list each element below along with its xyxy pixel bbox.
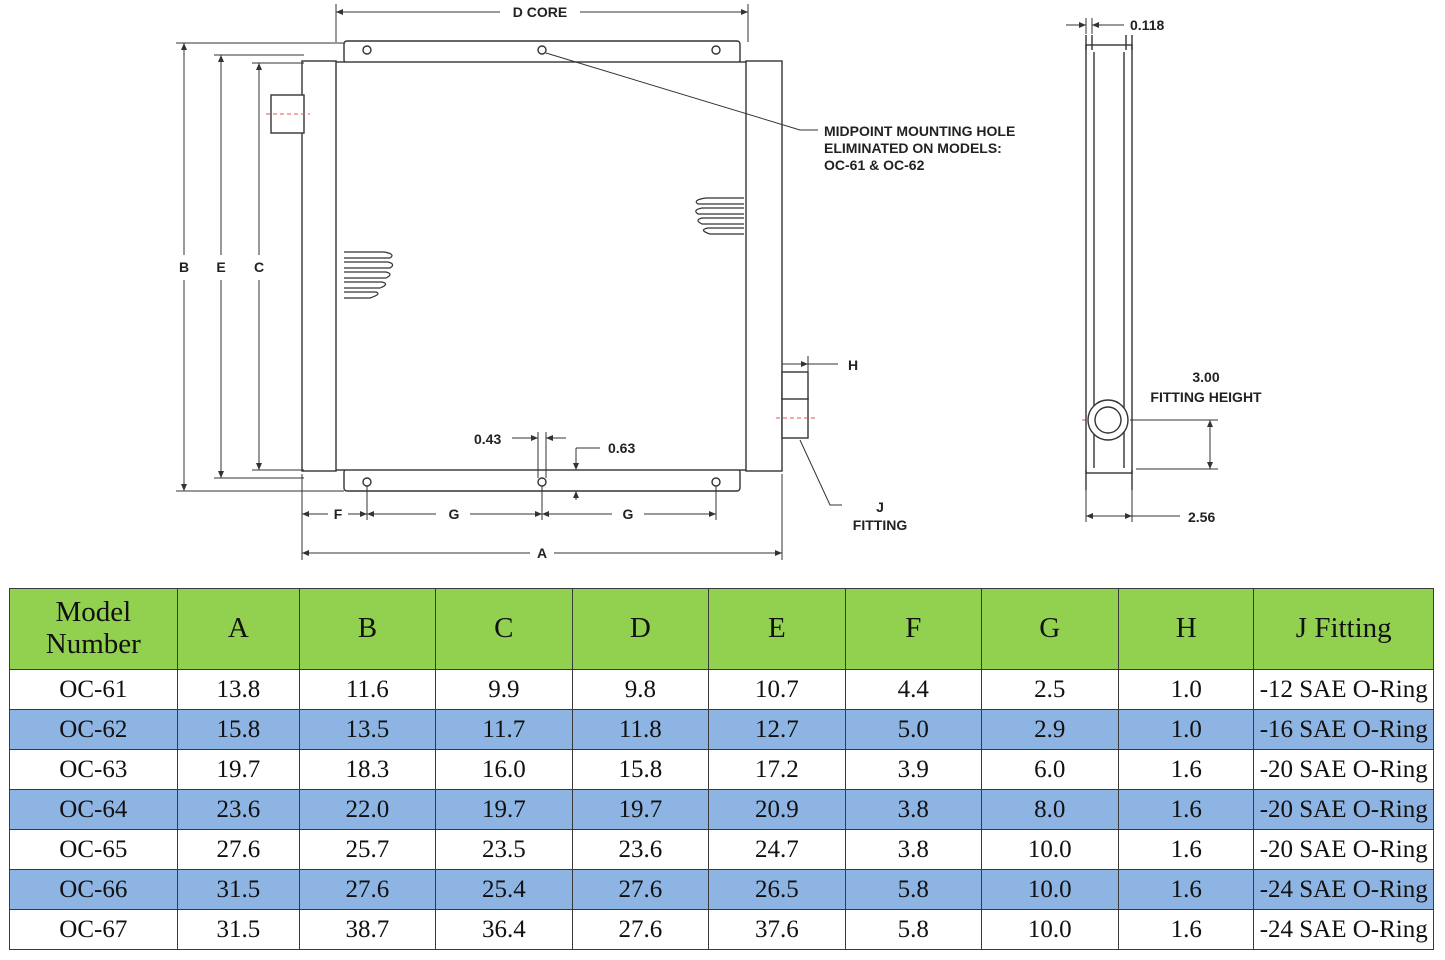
header-g: G xyxy=(981,589,1119,670)
mounting-hole xyxy=(363,46,371,54)
cell-b: 27.6 xyxy=(300,870,435,910)
cell-g: 8.0 xyxy=(981,790,1119,830)
cell-d: 11.8 xyxy=(573,710,708,750)
side-fitting-outer xyxy=(1088,400,1128,440)
header-d: D xyxy=(573,589,708,670)
label-midpoint-line3: OC-61 & OC-62 xyxy=(824,157,925,173)
label-0-43: 0.43 xyxy=(474,431,502,447)
label-f: F xyxy=(333,506,343,522)
header-b: B xyxy=(300,589,435,670)
header-a: A xyxy=(177,589,300,670)
cell-f: 3.8 xyxy=(846,830,981,870)
cell-a: 31.5 xyxy=(177,910,300,950)
midpoint-mounting-hole xyxy=(538,46,546,54)
cell-b: 25.7 xyxy=(300,830,435,870)
label-j: J xyxy=(876,499,884,515)
cell-b: 22.0 xyxy=(300,790,435,830)
mounting-hole xyxy=(712,478,720,486)
midpoint-mounting-hole xyxy=(538,478,546,486)
cell-j: -16 SAE O-Ring xyxy=(1254,710,1434,750)
cell-a: 15.8 xyxy=(177,710,300,750)
table-row xyxy=(10,750,1434,790)
cell-c: 19.7 xyxy=(435,790,573,830)
cell-e: 26.5 xyxy=(708,870,846,910)
cell-model: OC-67 xyxy=(10,910,178,950)
label-midpoint-line1: MIDPOINT MOUNTING HOLE xyxy=(824,123,1016,139)
cell-c: 11.7 xyxy=(435,710,573,750)
cell-h: 1.0 xyxy=(1119,710,1254,750)
cell-f: 5.8 xyxy=(846,870,981,910)
table-row xyxy=(10,790,1434,830)
label-h: H xyxy=(848,357,859,373)
cell-j: -12 SAE O-Ring xyxy=(1254,670,1434,710)
cell-g: 10.0 xyxy=(981,910,1119,950)
label-fitting-height-value: 3.00 xyxy=(1192,369,1220,385)
model-dimension-table xyxy=(9,588,1434,950)
header-model-number: Model Number xyxy=(10,589,178,670)
cell-c: 25.4 xyxy=(435,870,573,910)
cooler-core xyxy=(334,62,748,470)
cell-e: 12.7 xyxy=(708,710,846,750)
label-g-right: G xyxy=(622,506,634,522)
label-e: E xyxy=(216,259,226,275)
cell-c: 9.9 xyxy=(435,670,573,710)
table-row xyxy=(10,710,1434,750)
cell-j: -20 SAE O-Ring xyxy=(1254,750,1434,790)
header-h: H xyxy=(1119,589,1254,670)
label-g-left: G xyxy=(448,506,460,522)
cell-j: -20 SAE O-Ring xyxy=(1254,830,1434,870)
header-e: E xyxy=(708,589,846,670)
cell-d: 19.7 xyxy=(573,790,708,830)
cell-f: 3.9 xyxy=(846,750,981,790)
table-row xyxy=(10,830,1434,870)
top-mounting-bracket xyxy=(344,41,740,63)
label-fitting-height: FITTING HEIGHT xyxy=(1150,389,1262,405)
cell-j: -20 SAE O-Ring xyxy=(1254,790,1434,830)
cell-f: 3.8 xyxy=(846,790,981,830)
cell-d: 23.6 xyxy=(573,830,708,870)
label-a: A xyxy=(536,545,548,561)
label-d-core: D CORE xyxy=(512,4,568,20)
cell-a: 19.7 xyxy=(177,750,300,790)
header-c: C xyxy=(435,589,573,670)
table-row xyxy=(10,670,1434,710)
label-b: B xyxy=(178,259,190,275)
label-fitting: FITTING xyxy=(852,517,908,533)
cell-a: 23.6 xyxy=(177,790,300,830)
cell-model: OC-61 xyxy=(10,670,178,710)
cell-f: 4.4 xyxy=(846,670,981,710)
cell-model: OC-63 xyxy=(10,750,178,790)
label-0-63: 0.63 xyxy=(608,440,636,456)
cell-g: 6.0 xyxy=(981,750,1119,790)
cell-c: 16.0 xyxy=(435,750,573,790)
left-tank xyxy=(302,61,336,471)
label-midpoint-line2: ELIMINATED ON MODELS: xyxy=(824,140,1002,156)
label-c: C xyxy=(253,259,265,275)
cell-h: 1.6 xyxy=(1119,790,1254,830)
cell-h: 1.6 xyxy=(1119,870,1254,910)
side-view xyxy=(1086,35,1132,490)
cell-j: -24 SAE O-Ring xyxy=(1254,910,1434,950)
cell-d: 9.8 xyxy=(573,670,708,710)
cell-b: 11.6 xyxy=(300,670,435,710)
right-fitting-neck xyxy=(782,372,808,399)
cell-e: 17.2 xyxy=(708,750,846,790)
table-row xyxy=(10,910,1434,950)
cell-g: 2.5 xyxy=(981,670,1119,710)
cell-h: 1.6 xyxy=(1119,830,1254,870)
header-f: F xyxy=(846,589,981,670)
mounting-hole xyxy=(363,478,371,486)
cell-c: 23.5 xyxy=(435,830,573,870)
cell-j: -24 SAE O-Ring xyxy=(1254,870,1434,910)
cell-h: 1.6 xyxy=(1119,910,1254,950)
cell-f: 5.8 xyxy=(846,910,981,950)
cell-d: 27.6 xyxy=(573,870,708,910)
cell-d: 27.6 xyxy=(573,910,708,950)
cell-g: 2.9 xyxy=(981,710,1119,750)
cell-h: 1.6 xyxy=(1119,750,1254,790)
cell-e: 10.7 xyxy=(708,670,846,710)
cell-model: OC-66 xyxy=(10,870,178,910)
table-header-row xyxy=(10,589,1434,670)
cell-model: OC-62 xyxy=(10,710,178,750)
cell-f: 5.0 xyxy=(846,710,981,750)
cell-e: 37.6 xyxy=(708,910,846,950)
cell-a: 31.5 xyxy=(177,870,300,910)
table-row xyxy=(10,870,1434,910)
cell-b: 18.3 xyxy=(300,750,435,790)
cell-g: 10.0 xyxy=(981,830,1119,870)
label-2-56: 2.56 xyxy=(1188,509,1216,525)
cell-b: 38.7 xyxy=(300,910,435,950)
mounting-hole xyxy=(712,46,720,54)
cell-g: 10.0 xyxy=(981,870,1119,910)
cell-e: 24.7 xyxy=(708,830,846,870)
cell-d: 15.8 xyxy=(573,750,708,790)
cell-e: 20.9 xyxy=(708,790,846,830)
header-j-fitting: J Fitting xyxy=(1254,589,1434,670)
label-0-118: 0.118 xyxy=(1130,17,1165,33)
cell-a: 13.8 xyxy=(177,670,300,710)
cell-model: OC-64 xyxy=(10,790,178,830)
cell-c: 36.4 xyxy=(435,910,573,950)
cell-model: OC-65 xyxy=(10,830,178,870)
cell-a: 27.6 xyxy=(177,830,300,870)
cell-h: 1.0 xyxy=(1119,670,1254,710)
cell-b: 13.5 xyxy=(300,710,435,750)
